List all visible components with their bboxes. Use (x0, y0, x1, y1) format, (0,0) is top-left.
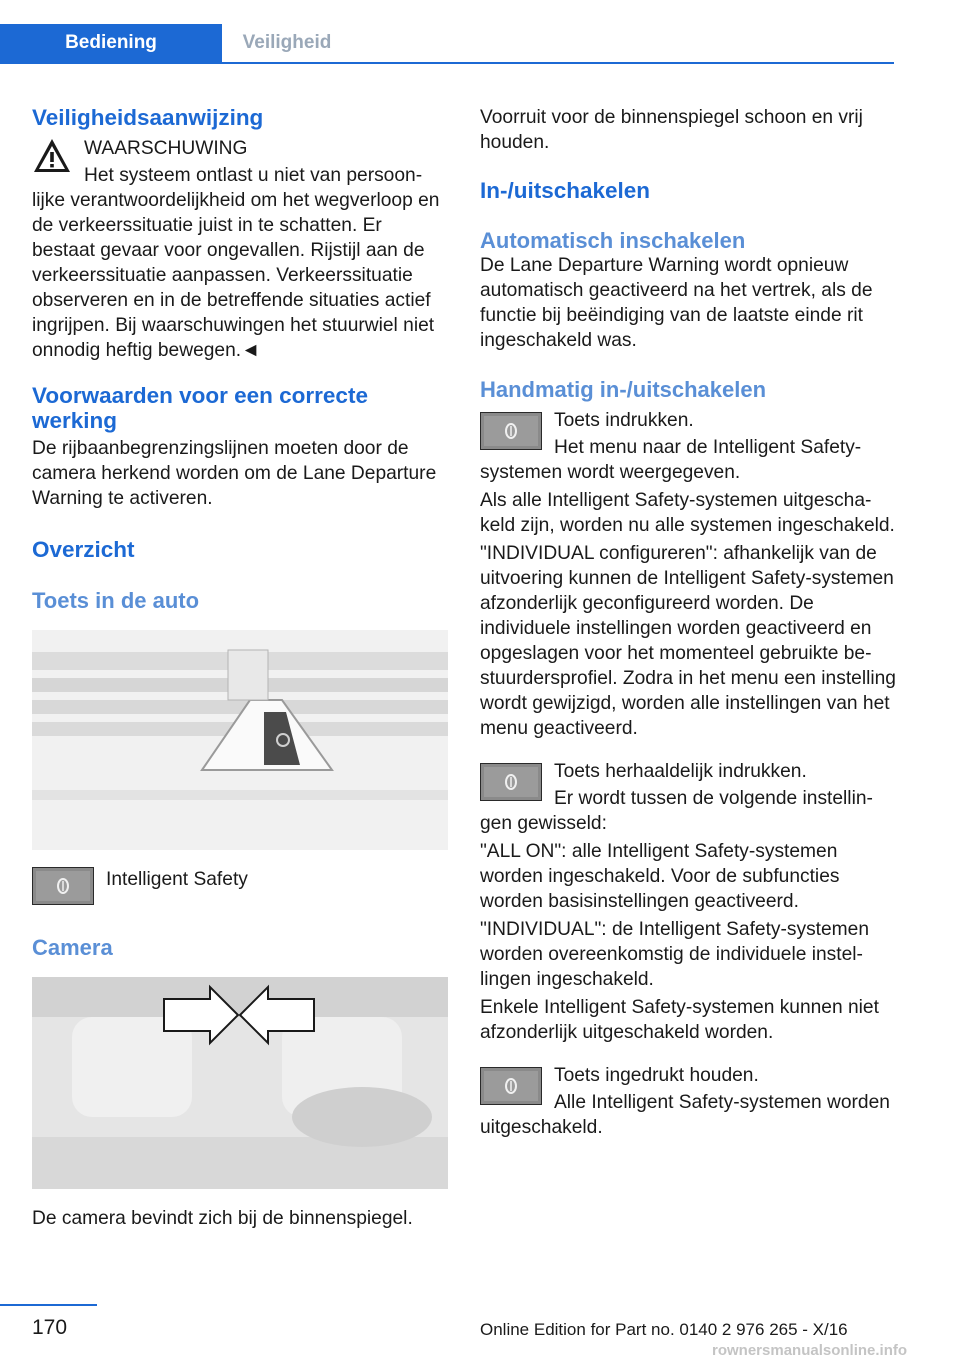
press-button-row (480, 408, 896, 485)
manual-heading: Handmatig in-/uitschakelen (480, 377, 767, 402)
right-column (480, 100, 896, 1140)
intelligent-safety-button-icon (480, 412, 542, 450)
tab-veiligheid[interactable]: Veiligheid (222, 24, 352, 62)
individual-config-text: "INDIVIDUAL configureren": afhankelijk van de uitvoering kunnen de Intelligent Safety-systemen afzonderlijk geconfigureerd worden. De individuele instellingen worden geactiveerd en opgeslagen voor het momenteel gebruikte bestuurdersprofiel. Zodra in het menu een instelling wordt gewijzigd, worden alle instellingen van het menu geactiveerd. (480, 543, 896, 739)
intelligent-safety-button-icon (480, 763, 542, 801)
auto-heading: Automatisch inschakelen (480, 228, 746, 253)
conditions-heading: Voorwaarden voor een correcte werking (32, 383, 368, 433)
camera-heading: Camera (32, 935, 113, 960)
warning-triangle-icon (32, 136, 72, 176)
page-number-rule (0, 1304, 97, 1306)
warning-block (32, 130, 448, 363)
button-heading: Toets in de auto (32, 588, 200, 613)
warning-title: WAARSCHUWING (84, 138, 248, 159)
hold-text: Alle Intelligent Safety-systemen worden uitgeschakeld. (480, 1092, 890, 1138)
camera-text: De camera bevindt zich bij de binnenspiegel. (32, 1208, 413, 1229)
intelligent-safety-button-icon (480, 1067, 542, 1105)
individual-text: "INDIVIDUAL": de Intelligent Safety-systemen worden overeenkomstig de individuele instellingen ingeschakeld. (480, 919, 870, 990)
intelligent-safety-button-row (32, 867, 448, 909)
safety-heading: Veiligheidsaanwijzing (32, 105, 264, 130)
hold-button-row (480, 1063, 896, 1140)
intelligent-safety-label: Intelligent Safety (106, 869, 248, 890)
page-number: 170 (32, 1316, 68, 1339)
press-label: Toets indrukken. (554, 410, 694, 431)
left-column (32, 100, 448, 1231)
all-off-text: Als alle Intelligent Safety-systemen uitgeschakeld zijn, worden nu alle systemen ingeschakeld. (480, 490, 895, 536)
section-tabs (0, 24, 894, 64)
tab-bediening[interactable]: Bediening (0, 24, 222, 62)
onoff-heading: In-/uitschakelen (480, 178, 651, 203)
some-systems-text: Enkele Intelligent Safety-systemen kunnen niet afzonderlijk uitgeschakeld worden. (480, 997, 879, 1043)
repeat-button-row (480, 759, 896, 836)
repeat-text: Er wordt tussen de volgende instellingen gewisseld: (480, 788, 873, 834)
conditions-text: De rijbaanbegrenzingslijnen moeten door de camera herkend worden om de Lane Departure Warning te activeren. (32, 438, 437, 509)
windshield-text: Voorruit voor de binnenspiegel schoon en vrij houden. (480, 107, 863, 153)
button-photo (32, 630, 448, 850)
press-text: Het menu naar de Intelligent Safety-systemen wordt weergegeven. (480, 437, 862, 483)
intelligent-safety-button-icon (32, 867, 94, 905)
auto-text: De Lane Departure Warning wordt opnieuw automatisch geactiveerd na het vertrek, als de functie bij beëindiging van de laatste einde rit ingeschakeld was. (480, 255, 873, 351)
repeat-label: Toets herhaaldelijk indrukken. (554, 761, 807, 782)
edition-text: Online Edition for Part no. 0140 2 976 265 - X/16 (480, 1320, 848, 1339)
all-on-text: "ALL ON": alle Intelligent Safety-systemen worden ingeschakeld. Voor de subfuncties worden basisinstellingen geactiveerd. (480, 841, 840, 912)
hold-label: Toets ingedrukt houden. (554, 1065, 759, 1086)
camera-photo (32, 977, 448, 1189)
overview-heading: Overzicht (32, 537, 135, 562)
warning-text: Het systeem ontlast u niet van persoonlijke verantwoordelijkheid om het wegverloop en de verkeerssituatie juist in te schatten. Er bestaat gevaar voor ongevallen. Rijstijl aan de verkeerssituatie aanpassen. Verkeerssituatie observeren en in de betreffende situaties actief ingrijpen. Bij waarschuwingen het stuurwiel niet onnodig heftig bewegen.◄ (32, 165, 440, 361)
watermark: rownersmanualsonline.info (712, 1342, 908, 1359)
